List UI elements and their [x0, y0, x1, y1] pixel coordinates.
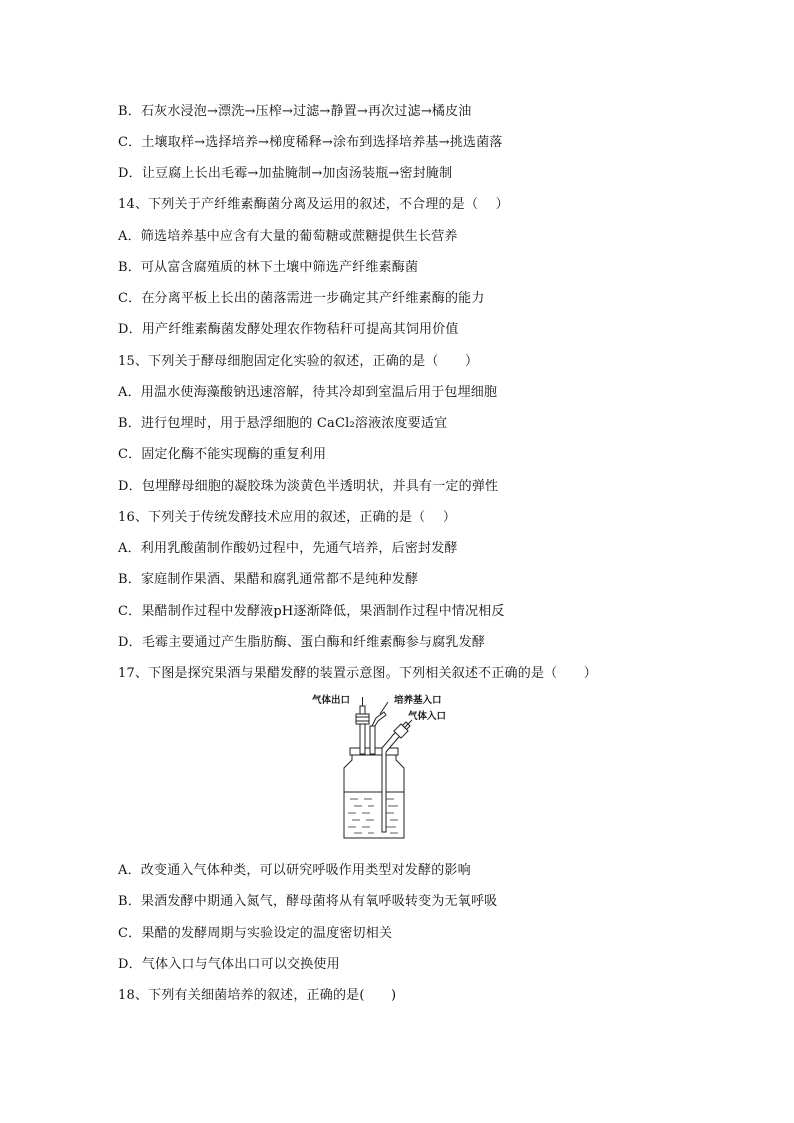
- option-15d: D．包埋酵母细胞的凝胶珠为淡黄色半透明状，并具有一定的弹性: [118, 479, 499, 494]
- option-14d: D．用产纤维素酶菌发酵处理农作物秸秆可提高其饲用价值: [118, 322, 459, 337]
- question-16: 16、下列关于传统发酵技术应用的叙述，正确的是（ ）: [118, 510, 457, 525]
- option-16a: A．利用乳酸菌制作酸奶过程中，先通气培养，后密封发酵: [118, 541, 458, 556]
- fermentation-apparatus-figure: [300, 692, 460, 842]
- option-15c: C．固定化酶不能实现酶的重复利用: [118, 447, 327, 462]
- question-14: 14、下列关于产纤维素酶菌分离及运用的叙述，不合理的是（ ）: [118, 197, 509, 212]
- question-15: 15、下列关于酵母细胞固定化实验的叙述，正确的是（ ）: [118, 354, 479, 369]
- option-14a: A．筛选培养基中应含有大量的葡萄糖或蔗糖提供生长营养: [118, 229, 458, 244]
- option-13c: C．土壤取样→选择培养→梯度稀释→涂布到选择培养基→挑选菌落: [118, 135, 503, 150]
- option-16c: C．果醋制作过程中发酵液pH逐渐降低，果酒制作过程中情况相反: [118, 604, 505, 619]
- gas-outlet-label: 气体出口: [312, 695, 351, 706]
- option-17c: C．果醋的发酵周期与实验设定的温度密切相关: [118, 926, 393, 941]
- option-16d: D．毛霉主要通过产生脂肪酶、蛋白酶和纤维素酶参与腐乳发酵: [118, 635, 486, 650]
- option-14b: B．可从富含腐殖质的林下土壤中筛选产纤维素酶菌: [118, 260, 419, 275]
- option-17a: A．改变通入气体种类，可以研究呼吸作用类型对发酵的影响: [118, 863, 471, 878]
- option-15b: B．进行包埋时，用于悬浮细胞的 CaCl₂溶液浓度要适宜: [118, 416, 448, 431]
- option-13d: D．让豆腐上长出毛霉→加盐腌制→加卤汤装瓶→密封腌制: [118, 166, 453, 181]
- question-18: 18、下列有关细菌培养的叙述，正确的是( ): [118, 988, 397, 1003]
- option-14c: C．在分离平板上长出的菌落需进一步确定其产纤维素酶的能力: [118, 291, 485, 306]
- question-17: 17、下图是探究果酒与果醋发酵的装置示意图。下列相关叙述不正确的是（ ）: [118, 666, 597, 681]
- option-17d: D．气体入口与气体出口可以交换使用: [118, 957, 340, 972]
- option-13b: B．石灰水浸泡→漂洗→压榨→过滤→静置→再次过滤→橘皮油: [118, 104, 472, 119]
- option-17b: B．果酒发酵中期通入氮气，酵母菌将从有氧呼吸转变为无氧呼吸: [118, 894, 498, 909]
- option-16b: B．家庭制作果酒、果醋和腐乳通常都不是纯种发酵: [118, 572, 419, 587]
- gas-inlet-label: 气体入口: [408, 711, 447, 722]
- option-15a: A．用温水使海藻酸钠迅速溶解，待其冷却到室温后用于包埋细胞: [118, 385, 498, 400]
- medium-inlet-label: 培养基入口: [394, 695, 442, 706]
